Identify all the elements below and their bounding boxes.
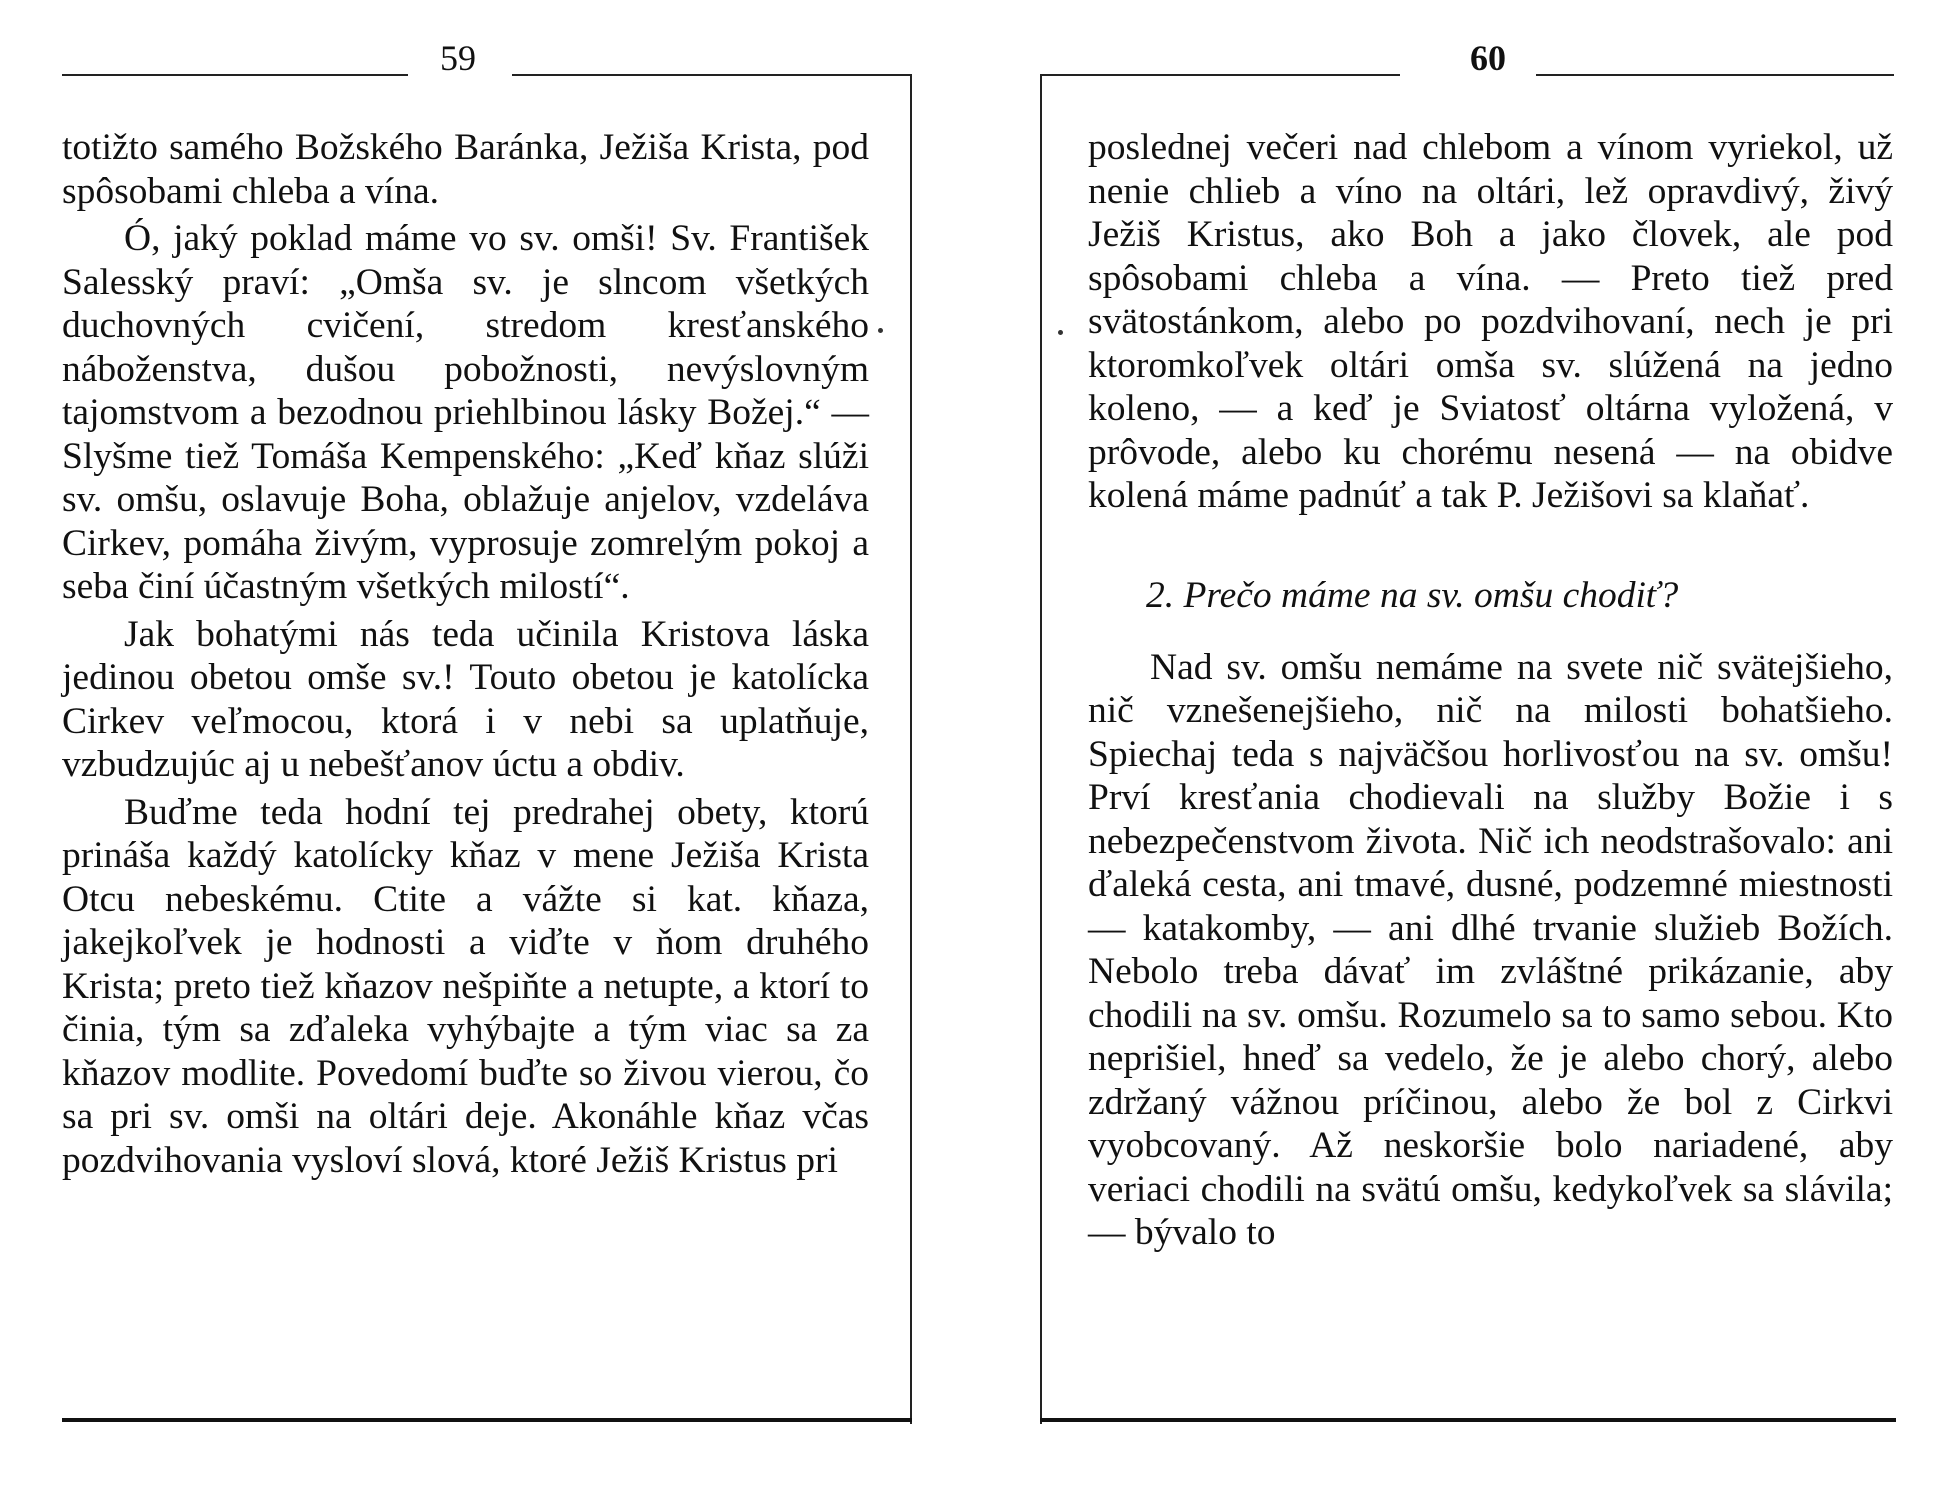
header-rule-left-a <box>62 74 408 76</box>
page-number: 59 <box>440 38 476 78</box>
paragraph: Nad sv. omšu nemáme na svete nič svätejšieho, nič vznešenejšieho, nič na milosti bohatšieho. Spiechaj teda s najväčšou horlivosťou na sv. omšu! Prví kresťania chodievali na služby Božie i s nebezpečenstvom života. Nič ich neodstrašovalo: ani ďaleká cesta, ani tmavé, dusné, podzemné miestnosti — katakomby, — ani dlhé trvanie služieb Božích. Nebolo treba dávať im zvláštné prikázanie, aby chodili na sv. omšu. Rozumelo sa to samo sebou. Kto neprišiel, hneď sa vedelo, že je alebo chorý, alebo zdržaný vážnou príčinou, alebo že bol z Cirkvi vyobcovaný. Až neskoršie bolo nariadené, aby veriaci chodili na svätú omšu, kedykoľvek sa slávila; — bývalo to <box>1088 646 1893 1253</box>
section-heading: 2. Prečo máme na sv. omšu chodiť? <box>1146 574 1679 616</box>
paragraph: poslednej večeri nad chlebom a vínom vyriekol, už nenie chlieb a víno na oltári, lež opravdivý, živý Ježiš Kristus, ako Boh a jako človek, ale pod spôsobami chleba a vína. — Preto tiež pred svätostánkom, alebo po pozdvihovaní, nech je pri ktoromkoľvek oltári omša sv. slúžená na jedno koleno, — a keď je Sviatosť oltárna vyložená, v prôvode, alebo ku chorému nesená — na obidve kolená máme padnúť a tak P. Ježišovi sa klaňať. <box>1088 127 1893 516</box>
column-rule <box>1040 74 1042 1424</box>
footer-rule <box>1040 1418 1896 1422</box>
footer-rule <box>62 1418 912 1422</box>
page-number: 60 <box>1470 38 1506 78</box>
paragraph: Jak bohatými nás teda učinila Kristova láska jedinou obetou omše sv.! Touto obetou je katolícka Cirkev veľmocou, ktorá i v nebi sa uplatňuje, vzbudzujúc aj u nebešťanov úctu a obdiv. <box>62 613 869 785</box>
speck-mark <box>1058 330 1063 335</box>
right-page <box>970 0 1940 1500</box>
paragraph: totižto samého Božského Baránka, Ježiša Krista, pod spôsobami chleba a vína. <box>62 127 869 212</box>
paragraph: Ó, jaký poklad máme vo sv. omši! Sv. František Salesský praví: „Omša sv. je slncom všetkých duchovných cvičení, stredom kresťanského náboženstva, dušou pobožnosti, nevýslovným tajomstvom a bezodnou priehlbinou lásky Božej.“ — Slyšme tiež Tomáša Kempenského: „Keď kňaz slúži sv. omšu, oslavuje Boha, oblažuje anjelov, vzdeláva Cirkev, pomáha živým, vyprosuje zomrelým pokoj a seba činí účastným všetkých milostí“. <box>62 218 869 607</box>
paragraph: Buďme teda hodní tej predrahej obety, ktorú prináša každý katolícky kňaz v mene Ježiša Krista Otcu nebeskému. Ctite a vážte si kat. kňaza, jakejkoľvek je hodnosti a viďte v ňom druhého Krista; preto tiež kňazov nešpiňte a netupte, a ktorí to činia, tým sa zďaleka vyhýbajte a tým viac sa za kňazov modlite. Povedomí buďte so živou vierou, čo sa pri sv. omši na oltári deje. Akonáhle kňaz včas pozdvihovania vysloví slová, ktoré Ježiš Kristus pri <box>62 791 869 1181</box>
right-text-column <box>1088 126 1893 1255</box>
column-rule <box>910 74 912 1424</box>
left-text-column <box>62 126 869 1182</box>
speck-mark <box>878 328 883 333</box>
header-rule-right-a <box>1040 74 1400 76</box>
header-rule-left-b <box>512 74 912 76</box>
header-rule-right-b <box>1536 74 1894 76</box>
